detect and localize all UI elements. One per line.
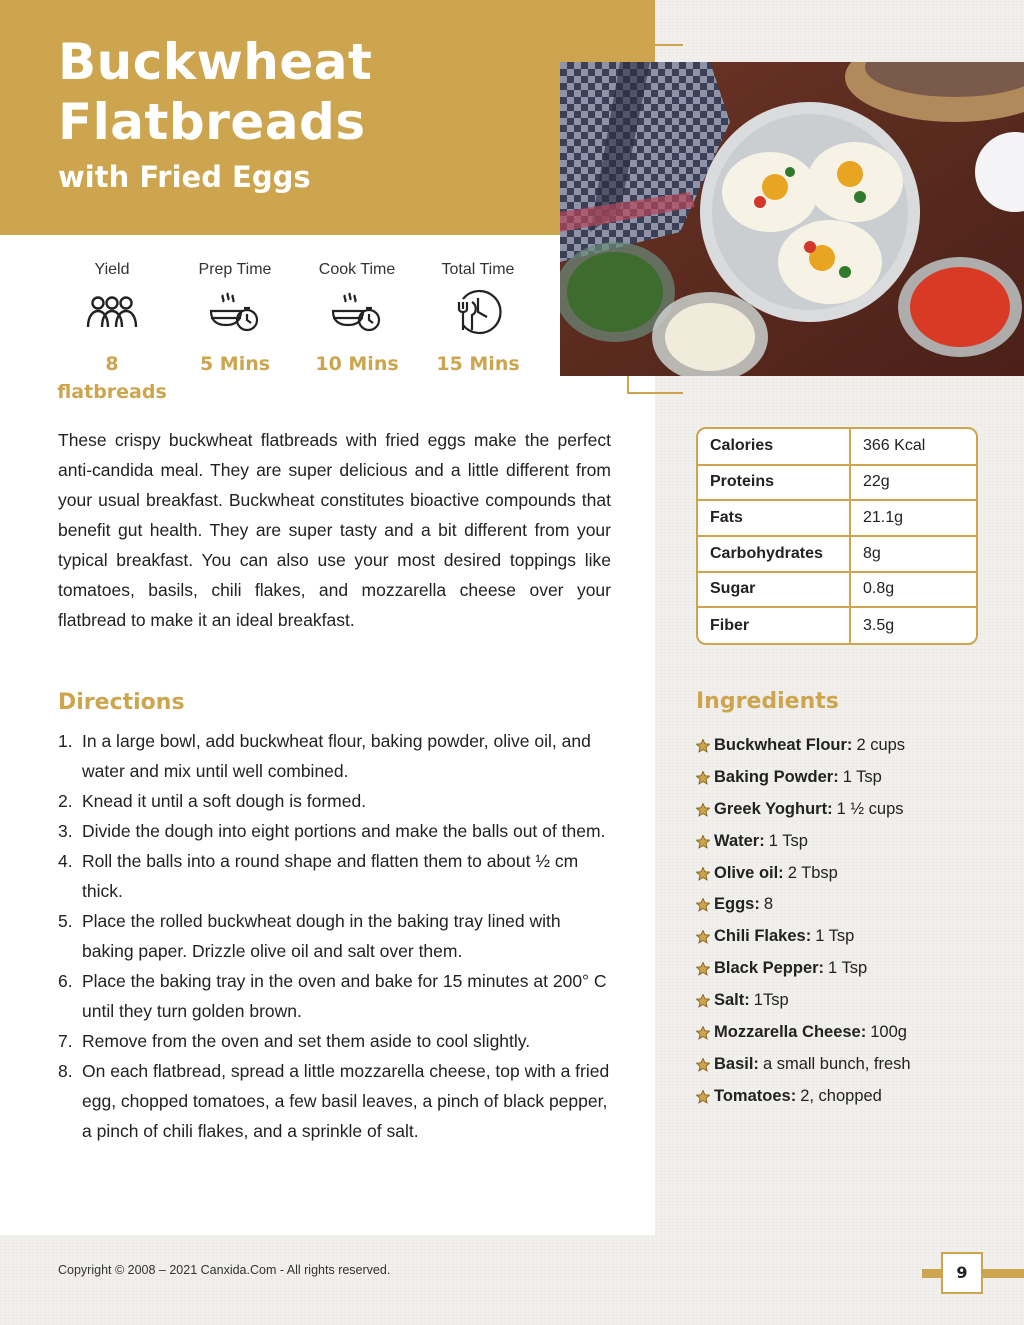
ingredient-item xyxy=(696,794,1016,826)
ingredient-amount: 1 Tsp xyxy=(768,831,808,850)
star-icon xyxy=(696,1058,714,1072)
ingredient-amount: 2 Tbsp xyxy=(787,863,838,882)
direction-step: 1. In a large bowl, add buckwheat flour, baking powder, olive oil, and water and mix until well combined. xyxy=(58,731,591,781)
recipe-intro: These crispy buckwheat flatbreads with fried eggs make the perfect anti-candida meal. They are super delicious and a little different from your usual breakfast. Buckwheat constitutes bioactive compounds that benefit gut health. They are super tasty and a bit different from your typical breakfast. You can also use your most desired toppings like tomatoes, basils, chili flakes, and mozzarella cheese over your flatbread to make it an ideal breakfast. xyxy=(58,430,611,630)
stat-value: 5 Mins xyxy=(199,353,271,375)
ingredient-item xyxy=(696,858,1016,890)
stat-value: 15 Mins xyxy=(436,353,520,375)
direction-step: 8. On each flatbread, spread a little mozzarella cheese, top with a fried egg, chopped tomatoes, a few basil leaves, a pinch of black pepper, a pinch of chili flakes, and a sprinkle of salt. xyxy=(58,1061,610,1141)
ingredient-name: Salt: xyxy=(714,991,750,1010)
ingredient-item xyxy=(696,762,1016,794)
ingredient-name: Black Pepper: xyxy=(714,959,825,978)
star-icon xyxy=(696,803,714,817)
stat-value: 10 Mins xyxy=(315,353,399,375)
ingredient-item xyxy=(696,889,1016,921)
ingredient-name: Greek Yoghurt: xyxy=(714,799,833,818)
header-band xyxy=(0,0,655,235)
ingredient-name: Baking Powder: xyxy=(714,767,839,786)
nutrient-name: Fats xyxy=(698,500,850,536)
pan-timer-icon xyxy=(185,286,285,338)
nutrient-value: 8g xyxy=(850,536,976,572)
ingredient-amount: 8 xyxy=(763,895,774,914)
nutrient-value: 3.5g xyxy=(863,616,895,634)
direction-step-text: Knead it until a soft dough is formed. xyxy=(82,791,367,811)
direction-step: 3. Divide the dough into eight portions and make the balls out of them. xyxy=(58,821,606,841)
ingredient-name: Tomatoes: xyxy=(714,1086,797,1105)
nutrient-name: Calories xyxy=(698,429,850,465)
ingredient-amount: 1 Tsp xyxy=(815,927,855,946)
direction-step-text: In a large bowl, add buckwheat flour, baking powder, olive oil, and water and mix until well combined. xyxy=(82,731,591,781)
ingredient-item xyxy=(696,826,1016,858)
star-icon xyxy=(696,1090,714,1104)
nutrition-row xyxy=(698,572,976,608)
ingredient-item xyxy=(696,1049,1016,1081)
clock-cutlery-icon xyxy=(428,286,528,338)
ingredients-title: Ingredients xyxy=(696,689,839,714)
nutrition-row xyxy=(698,536,976,572)
ingredient-item xyxy=(696,1017,1016,1049)
direction-step-text: Remove from the oven and set them aside to cool slightly. xyxy=(82,1031,531,1051)
ingredient-amount: 1 Tsp xyxy=(842,767,882,786)
nutrient-name: Carbohydrates xyxy=(698,536,850,572)
star-icon xyxy=(696,930,714,944)
star-icon xyxy=(696,1026,714,1040)
ingredient-amount: 1Tsp xyxy=(753,991,789,1010)
star-icon xyxy=(696,771,714,785)
stat-label: Total Time xyxy=(441,261,515,278)
ingredient-amount: a small bunch, fresh xyxy=(762,1054,911,1073)
recipe-photo xyxy=(560,62,1024,376)
ingredient-name: Olive oil: xyxy=(714,863,784,882)
stat-label: Yield xyxy=(94,261,130,278)
nutrient-value: 21.1g xyxy=(850,500,976,536)
direction-step: 7. Remove from the oven and set them aside to cool slightly. xyxy=(58,1031,531,1051)
star-icon xyxy=(696,962,714,976)
recipe-title: Buckwheat Flatbreads xyxy=(58,33,373,151)
ingredient-name: Eggs: xyxy=(714,895,760,914)
page-number: 9 xyxy=(941,1252,983,1294)
ingredient-item xyxy=(696,985,1016,1017)
stat-label: Prep Time xyxy=(198,261,272,278)
ingredient-item xyxy=(696,921,1016,953)
direction-step: 5. Place the rolled buckwheat dough in the baking tray lined with baking paper. Drizzle olive oil and salt over them. xyxy=(58,911,561,961)
nutrient-name: Sugar xyxy=(698,572,850,608)
pan-timer-icon xyxy=(307,286,407,338)
direction-step: 6. Place the baking tray in the oven and bake for 15 minutes at 200° C until they turn golden brown. xyxy=(58,971,607,1021)
nutrition-row xyxy=(698,429,976,465)
ingredient-amount: 2 cups xyxy=(856,736,906,754)
ingredient-name: Mozzarella Cheese: xyxy=(714,1023,867,1042)
stat-prep-time xyxy=(185,258,285,378)
direction-step: 2. Knead it until a soft dough is formed. xyxy=(58,791,367,811)
stat-label: Cook Time xyxy=(318,261,396,278)
nutrient-value: 0.8g xyxy=(850,572,976,608)
nutrition-row xyxy=(698,465,976,501)
star-icon xyxy=(696,739,714,753)
ingredient-item xyxy=(696,730,1016,762)
nutrition-row xyxy=(698,500,976,536)
recipe-subtitle: with Fried Eggs xyxy=(58,160,311,194)
star-icon xyxy=(696,867,714,881)
directions-list xyxy=(58,726,611,1146)
stat-yield xyxy=(52,258,172,406)
direction-step-text: Place the rolled buckwheat dough in the baking tray lined with baking paper. Drizzle olive oil and salt over them. xyxy=(82,911,561,961)
ingredient-amount: 1 ½ cups xyxy=(836,799,904,818)
directions-title: Directions xyxy=(58,690,185,715)
stat-cook-time xyxy=(307,258,407,378)
nutrition-table xyxy=(696,427,978,645)
stat-total-time xyxy=(428,258,528,378)
ingredient-item xyxy=(696,1081,1016,1113)
ingredient-amount: 1 Tsp xyxy=(828,959,868,978)
direction-step-text: Roll the balls into a round shape and flatten them to about ½ cm thick. xyxy=(82,851,579,901)
nutrient-name: Fiber xyxy=(698,607,850,643)
star-icon xyxy=(696,898,714,912)
direction-step-text: Place the baking tray in the oven and bake for 15 minutes at 200° C until they turn golden brown. xyxy=(82,971,607,1021)
people-icon xyxy=(52,286,172,338)
ingredient-amount: 100g xyxy=(870,1023,907,1042)
nutrient-name: Proteins xyxy=(698,465,850,501)
star-icon xyxy=(696,835,714,849)
stat-value: 8 flatbreads xyxy=(57,353,167,403)
ingredients-list xyxy=(696,730,1016,1113)
nutrition-row xyxy=(698,607,976,643)
ingredient-name: Water: xyxy=(714,831,765,850)
ingredient-amount: 2, chopped xyxy=(800,1086,882,1105)
direction-step-text: On each flatbread, spread a little mozzarella cheese, top with a fried egg, chopped tomatoes, a few basil leaves, a pinch of black pepper, a pinch of chili flakes, and a sprinkle of salt. xyxy=(82,1061,610,1141)
nutrient-value: 22g xyxy=(850,465,976,501)
ingredient-name: Buckwheat Flour: xyxy=(714,736,853,754)
direction-step-text: Divide the dough into eight portions and make the balls out of them. xyxy=(82,821,606,841)
ingredient-name: Chili Flakes: xyxy=(714,927,812,946)
direction-step: 4. Roll the balls into a round shape and flatten them to about ½ cm thick. xyxy=(58,851,579,901)
ingredient-item xyxy=(696,953,1016,985)
star-icon xyxy=(696,994,714,1008)
nutrient-value: 366 Kcal xyxy=(850,429,976,465)
ingredient-name: Basil: xyxy=(714,1054,759,1073)
copyright-text: Copyright © 2008 – 2021 Canxida.Com - All rights reserved. xyxy=(58,1263,391,1277)
